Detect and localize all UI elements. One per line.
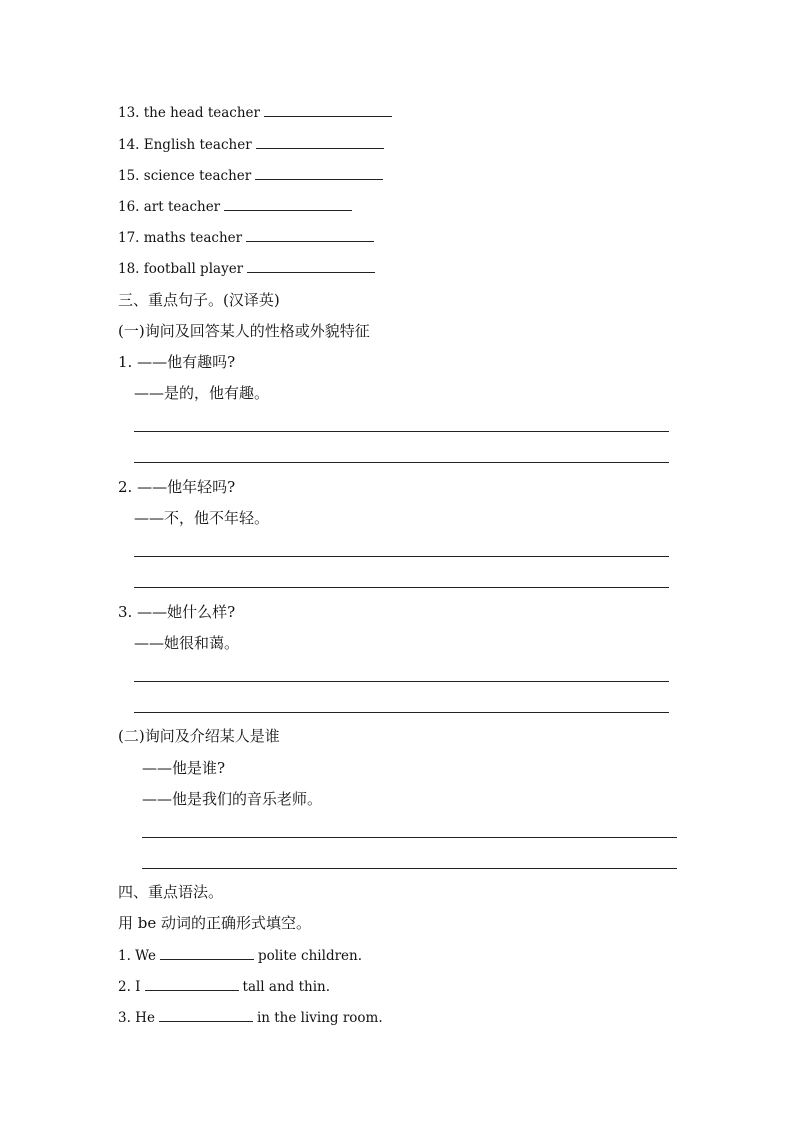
writing-line[interactable] <box>134 681 669 682</box>
writing-line[interactable] <box>134 462 669 463</box>
writing-line[interactable] <box>134 587 669 588</box>
answer-blank[interactable] <box>224 196 352 211</box>
vocab-item-14: 14. English teacher <box>118 134 384 155</box>
writing-line[interactable] <box>134 556 669 557</box>
answer-blank[interactable] <box>145 976 239 991</box>
vocab-item-15: 15. science teacher <box>118 165 383 186</box>
answer-blank[interactable] <box>246 227 374 242</box>
grammar-item-3: 3. He in the living room. <box>118 1007 383 1028</box>
answer-blank[interactable] <box>255 165 383 180</box>
answer-prompt-2: ——不，他不年轻。 <box>134 509 270 527</box>
grammar-item-2: 2. I tall and thin. <box>118 976 330 997</box>
section-3-subheading-1: (一)询问及回答某人的性格或外貌特征 <box>118 322 370 340</box>
vocab-item-13: 13. the head teacher <box>118 102 392 123</box>
writing-line[interactable] <box>134 712 669 713</box>
question-3: 3. ——她什么样? <box>118 603 236 621</box>
answer-blank[interactable] <box>247 258 375 273</box>
answer-blank[interactable] <box>264 102 392 117</box>
vocab-item-16: 16. art teacher <box>118 196 352 217</box>
question-1: 1. ——他有趣吗? <box>118 353 236 371</box>
writing-line[interactable] <box>142 868 677 869</box>
question-2: 2. ——他年轻吗? <box>118 478 236 496</box>
section-3-heading: 三、重点句子。(汉译英) <box>118 291 280 309</box>
section-4-heading: 四、重点语法。 <box>118 883 224 901</box>
answer-blank[interactable] <box>160 945 254 960</box>
writing-line[interactable] <box>142 837 677 838</box>
answer-prompt-3: ——她很和蔼。 <box>134 634 240 652</box>
answer-prompt-4: ——他是我们的音乐老师。 <box>142 790 323 808</box>
section-3-subheading-2: (二)询问及介绍某人是谁 <box>118 727 280 745</box>
writing-line[interactable] <box>134 431 669 432</box>
vocab-item-17: 17. maths teacher <box>118 227 374 248</box>
grammar-item-1: 1. We polite children. <box>118 945 362 966</box>
section-4-instruction: 用 be 动词的正确形式填空。 <box>118 914 312 932</box>
answer-prompt-1: ——是的，他有趣。 <box>134 384 270 402</box>
answer-blank[interactable] <box>256 134 384 149</box>
answer-blank[interactable] <box>159 1007 253 1022</box>
question-4: ——他是谁? <box>142 759 226 777</box>
vocab-item-18: 18. football player <box>118 258 375 279</box>
